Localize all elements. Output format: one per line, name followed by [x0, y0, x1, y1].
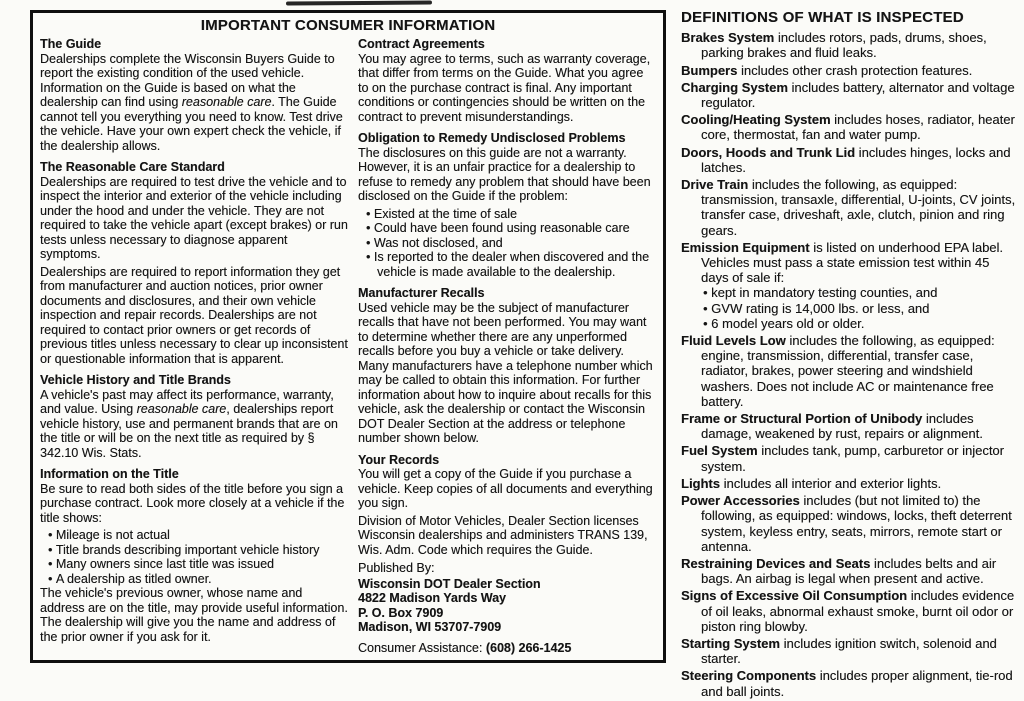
scan-artifact — [286, 0, 432, 5]
list-item: • Could have been found using reasonable care — [358, 221, 656, 236]
definition-term: Emission Equipment — [681, 239, 810, 255]
paragraph: The disclosures on this guide are not a warranty. However, it is an unfair practice for a dealership to refuse to remedy any problem that should have been disclosed on the Guide if the problem: — [358, 145, 651, 203]
paragraph: You will get a copy of the Guide if you purchase a vehicle. Keep copies of all documents and everything you sign. — [358, 467, 653, 510]
publisher-address-line: Madison, WI 53707-7909 — [358, 620, 502, 634]
definition-text: includes tank, pump, carburetor or injector system. — [701, 443, 1004, 474]
definition-drive-train — [681, 177, 1017, 238]
definition-emission-equipment — [681, 240, 1017, 331]
definition-text: includes proper alignment, tie-rod and ball joints. — [701, 668, 1013, 699]
definition-term: Restraining Devices and Seats — [681, 555, 871, 571]
definition-text: includes evidence of oil leaks, abnormal exhaust smoke, burnt oil odor or piston ring blowby. — [701, 588, 1015, 634]
list-item: • Title brands describing important vehicle history — [40, 543, 349, 558]
definition-power-accessories — [681, 493, 1017, 554]
definition-term: Power Accessories — [681, 493, 800, 509]
list-item: • Existed at the time of sale — [358, 207, 656, 222]
section-heading: Obligation to Remedy Undisclosed Problems — [358, 131, 626, 145]
definition-cooling-heating-system — [681, 112, 1017, 142]
definition-term: Doors, Hoods and Trunk Lid — [681, 144, 856, 160]
section-obligation-remedy — [358, 131, 656, 279]
definition-text: includes damage, weakened by rust, repairs or alignment. — [701, 411, 983, 442]
section-vehicle-history — [40, 373, 349, 460]
definition-term: Fuel System — [681, 443, 758, 459]
definition-text: includes ignition switch, solenoid and starter. — [701, 635, 997, 667]
column-middle — [358, 37, 656, 655]
text-run: A vehicle's past may affect its performance, warranty, and value. Using — [40, 387, 334, 416]
problem-conditions-list — [358, 207, 656, 280]
list-item: • Many owners since last title was issued — [40, 557, 349, 572]
title-warning-list — [40, 528, 349, 586]
definition-bumpers — [681, 63, 1017, 78]
text-run-italic: reasonable care — [181, 95, 272, 109]
definition-text: includes (but not limited to) the following, as equipped: windows, locks, theft deterrent system, keyless entry, seats, mirrors, remote start or antenna. — [701, 493, 1012, 554]
panel-columns — [40, 37, 656, 655]
section-heading: Your Records — [358, 452, 440, 467]
definition-doors-hoods-trunk — [681, 145, 1017, 175]
section-heading: Vehicle History and Title Brands — [40, 373, 231, 387]
definition-brakes-system — [681, 30, 1017, 60]
definition-text: includes other crash protection features. — [737, 62, 973, 78]
section-information-on-title — [40, 467, 349, 644]
column-left — [40, 37, 358, 655]
section-heading: The Guide — [40, 37, 102, 51]
definition-fluid-levels-low — [681, 333, 1017, 409]
definition-term: Steering Components — [681, 668, 817, 684]
definition-term: Brakes System — [681, 30, 775, 46]
text-run-italic: reasonable care — [136, 402, 227, 416]
section-your-records — [358, 453, 656, 656]
definition-oil-consumption — [681, 588, 1017, 634]
paragraph: The vehicle's previous owner, whose name and address are on the title, may provide useful information. The dealership will give you the name and address of the prior owner if you ask for it. — [40, 586, 348, 644]
list-item: • A dealership as titled owner. — [40, 572, 349, 587]
text-run: . The Guide cannot tell you everything you need to know. Test drive the vehicle. Have your own expert check the vehicle, if the dealership allows. — [40, 95, 343, 153]
definition-steering-components — [681, 668, 1017, 698]
paragraph: Dealerships are required to test drive the vehicle and to inspect the interior and exterior of the vehicle including under the hood and under the vehicle. They are not required to take the vehicle apart (except brakes) or run tests unless necessary to diagnose apparent symptoms. — [40, 174, 348, 261]
definitions-column — [681, 10, 1017, 701]
section-heading: The Reasonable Care Standard — [40, 160, 225, 174]
paragraph — [40, 388, 349, 461]
definition-fuel-system — [681, 443, 1017, 473]
definition-text: includes the following, as equipped: transmission, transaxle, differential, U-joints, CV joints, transfer case, driveshaft, axle, clutch, pinion and ring gears. — [701, 177, 1016, 238]
consumer-assistance-label: Consumer Assistance: — [358, 640, 486, 655]
consumer-assistance-line — [358, 641, 656, 656]
definition-text: includes rotors, pads, drums, shoes, parking brakes and fluid leaks. — [701, 30, 987, 61]
definition-term: Lights — [681, 475, 720, 491]
definition-starting-system — [681, 636, 1017, 666]
publisher-address-line: 4822 Madison Yards Way — [358, 591, 506, 605]
list-item: • 6 model years old or older. — [681, 316, 1017, 331]
definition-restraining-devices — [681, 556, 1017, 586]
list-item: • Was not disclosed, and — [358, 236, 656, 251]
definition-text: includes belts and air bags. An airbag is legal when present and active. — [701, 555, 997, 587]
definition-text: includes all interior and exterior lights. — [720, 475, 942, 491]
text-run: Dealerships complete the Wisconsin Buyers Guide to report the existing condition of the used vehicle. Information on the Guide is based on what the dealership can find using — [40, 51, 335, 109]
definition-term: Drive Train — [681, 177, 749, 193]
definition-term: Signs of Excessive Oil Consumption — [681, 588, 908, 604]
section-manufacturer-recalls — [358, 286, 656, 446]
section-contract-agreements — [358, 37, 656, 124]
list-item: • GVW rating is 14,000 lbs. or less, and — [681, 301, 1017, 316]
section-reasonable-care — [40, 160, 349, 366]
definition-text: includes hinges, locks and latches. — [701, 144, 1011, 175]
section-the-guide — [40, 37, 349, 153]
definition-text: includes battery, alternator and voltage regulator. — [701, 79, 1015, 111]
paragraph — [40, 52, 349, 154]
consumer-assistance-phone: (608) 266-1425 — [485, 640, 572, 655]
definition-term: Fluid Levels Low — [681, 333, 786, 349]
paragraph: Used vehicle may be the subject of manufacturer recalls that have not been performed. You may want to determine whether there are any unperformed recalls before you buy a vehicle or take delivery. Many manufacturers have a telephone number which may be called to obtain this information. For further information about how to inquire about recalls for this vehicle, ask the dealership or contact the Wisconsin DOT Dealer Section at the address or telephone number shown below. — [358, 300, 653, 445]
publisher-address-line: P. O. Box 7909 — [358, 605, 444, 620]
section-heading: Manufacturer Recalls — [358, 286, 485, 300]
definition-text: is listed on underhood EPA label. Vehicles must pass a state emission test within 45 days of sale if: — [701, 239, 1004, 286]
publisher-name: Wisconsin DOT Dealer Section — [358, 576, 541, 591]
list-item: • Mileage is not actual — [40, 528, 349, 543]
paragraph: Be sure to read both sides of the title before you sign a purchase contract. Look more closely at a vehicle if the title shows: — [40, 481, 345, 525]
published-by-label: Published By: — [358, 561, 435, 575]
definition-term: Frame or Structural Portion of Unibody — [681, 411, 923, 427]
paragraph: Division of Motor Vehicles, Dealer Section licenses Wisconsin dealerships and administers TRANS 139, Wis. Adm. Code which requires the Guide. — [358, 513, 648, 557]
list-item: • Is reported to the dealer when discovered and the vehicle is made available to the dealership. — [358, 250, 656, 279]
paragraph: You may agree to terms, such as warranty coverage, that differ from terms on the Guide. What you agree to on the purchase contract is final. Any important conditions or contingencies should be written on the contract to prevent misunderstandings. — [358, 51, 651, 124]
definition-term: Charging System — [681, 79, 788, 95]
definition-frame-unibody — [681, 411, 1017, 441]
panel-title: IMPORTANT CONSUMER INFORMATION — [200, 17, 496, 34]
definition-term: Starting System — [681, 635, 780, 651]
paragraph: Dealerships are required to report information they get from manufacturer and auction notices, prior owner documents and disclosures, and their own vehicle inspection and repair records. Dealerships are not required to contact prior owners or get records of previous titles unless necessary to clear up inconsistent or questionable information that is apparent. — [40, 264, 348, 366]
section-heading: Information on the Title — [40, 467, 179, 481]
definitions-title: DEFINITIONS OF WHAT IS INSPECTED — [681, 9, 964, 26]
definition-item — [681, 240, 1017, 286]
section-heading: Contract Agreements — [358, 37, 485, 51]
list-item: • kept in mandatory testing counties, and — [681, 285, 1017, 300]
consumer-information-panel — [30, 10, 666, 663]
definition-charging-system — [681, 80, 1017, 110]
text-run: , dealerships report vehicle history, use and permanent brands that are on the title or will be on the next title as required by § 342.10 Wis. Stats. — [40, 402, 338, 460]
definition-term: Cooling/Heating System — [681, 112, 831, 128]
definition-term: Bumpers — [681, 62, 738, 78]
definition-lights — [681, 476, 1017, 491]
definition-text: includes the following, as equipped: engine, transmission, differential, transfer case, radiator, brakes, power steering and windshield washers. Does not include AC or maintenance free battery. — [701, 333, 995, 409]
definition-text: includes hoses, radiator, heater core, thermostat, fan and water pump. — [701, 112, 1015, 143]
